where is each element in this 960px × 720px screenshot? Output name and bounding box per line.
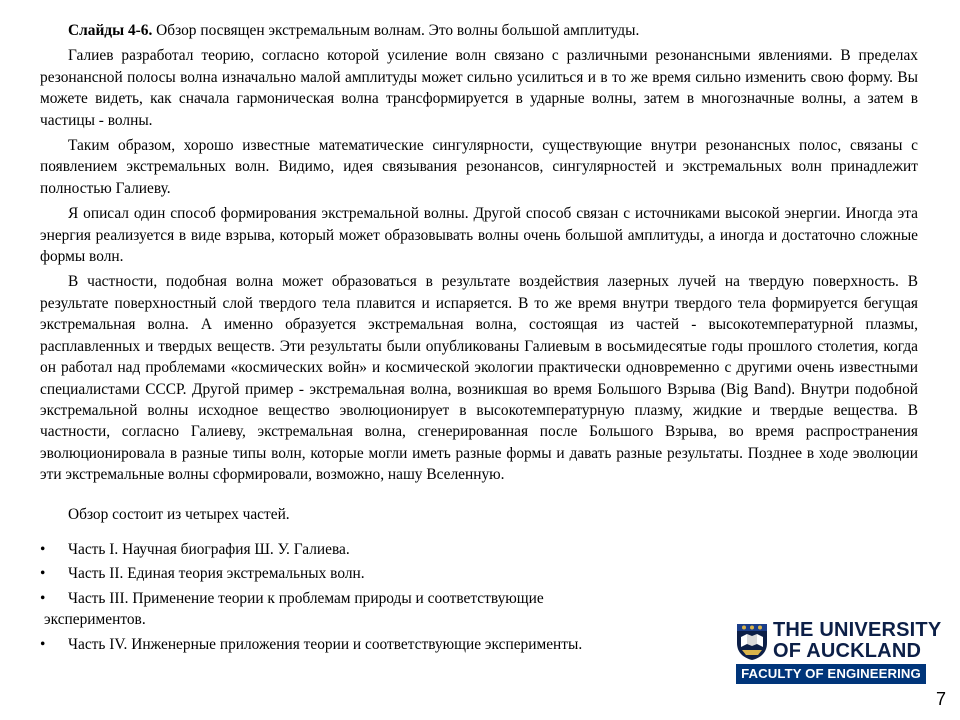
paragraph-energy-sources: Я описал один способ формирования экстремальной волны. Другой способ связан с источниками высокой энергии. Иногда эта энергия реализуется в виде взрыва, который может образовывать волны очень большой амплитуды, а иногда и достаточно сложные формы волн. <box>40 205 918 266</box>
bullet-icon: • <box>40 540 46 558</box>
intro-text: Обзор посвящен экстремальным волнам. Это волны большой амплитуды. <box>152 22 640 39</box>
slide-range-label: Слайды 4-6. <box>68 22 153 39</box>
part-1-text: Часть I. Научная биография Ш. У. Галиева. <box>68 540 350 558</box>
bullet-icon: • <box>40 589 46 607</box>
university-logo <box>733 576 960 686</box>
paragraph-singularities: Таким образом, хорошо известные математические сингулярности, существующие внутри резонансных полос, связаны с появлением экстремальных волн. Видимо, идея связывания резонансов, сингулярностей и экстремальных волн принадлежит полностью Галиеву. <box>40 137 918 197</box>
part-4-text: Часть IV. Инженерные приложения теории и соответствующие эксперименты. <box>68 635 583 653</box>
paragraph-laser-big-bang: В частности, подобная волна может образоваться в результате воздействия лазерных лучей на твердую поверхность. В результате поверхностный слой твердого тела плавится и испаряется. В то же время внутри твердого тела формируется бегущая экстремальная волна. А именно образуется экстремальная волна, состоящая из частей - высокотемпературной плазмы, расплавленных и твердых веществ. Эти результаты были опубликованы Галиевым в восьмидесятые годы прошлого столетия, когда он работал над проблемами «космических войн» и космической экологии практически одновременно с другими очень известными специалистами СССР. Другой пример - экстремальная волна, возникшая во время Большого Взрыва (Big Band). Внутри подобной экстремальной волны исходное вещество эволюционирует в высокотемпературную плазму, жидкие и твердые вещества. В частности, согласно Галиеву, экстремальная волна, сгенерированная после Большого Взрыва, во время распространения эволюционировала в разные типы волн, которые могли иметь разные формы и давать разные результаты. Позднее в ходе эволюции эти экстремальные волны сформировали, возможно, нашу Вселенную. <box>40 273 918 484</box>
university-name <box>773 620 941 662</box>
university-crest-icon <box>736 623 768 661</box>
bullet-icon: • <box>40 565 46 583</box>
part-3-text: Часть III. Применение теории к проблемам природы и соответствующие <box>68 589 544 607</box>
university-name-line-2: OF AUCKLAND <box>773 640 922 662</box>
paragraph-resonance: Галиев разработал теорию, согласно которой усиление волн связано с различными резонансными явлениями. В пределах резонансной полосы волна изначально малой амплитуды может сильно усилиться и в то же время сильно изменить свою форму. Вы можете видеть, как сначала гармоническая волна трансформируется в ударные волны, затем в многозначные волны, а затем в частицы - волны. <box>40 47 918 129</box>
review-summary: Обзор состоит из четырех частей. <box>68 505 290 523</box>
intro-paragraph <box>40 20 918 41</box>
faculty-banner: FACULTY OF ENGINEERING <box>736 664 926 684</box>
slide-body <box>40 20 918 658</box>
bullet-icon: • <box>40 635 46 653</box>
part-2-text: Часть II. Единая теория экстремальных волн. <box>68 565 365 583</box>
university-name-line-1: THE UNIVERSITY <box>773 619 942 641</box>
page-number: 7 <box>936 689 947 709</box>
part-3-continuation: экспериментов. <box>44 611 146 629</box>
list-item <box>40 539 918 560</box>
